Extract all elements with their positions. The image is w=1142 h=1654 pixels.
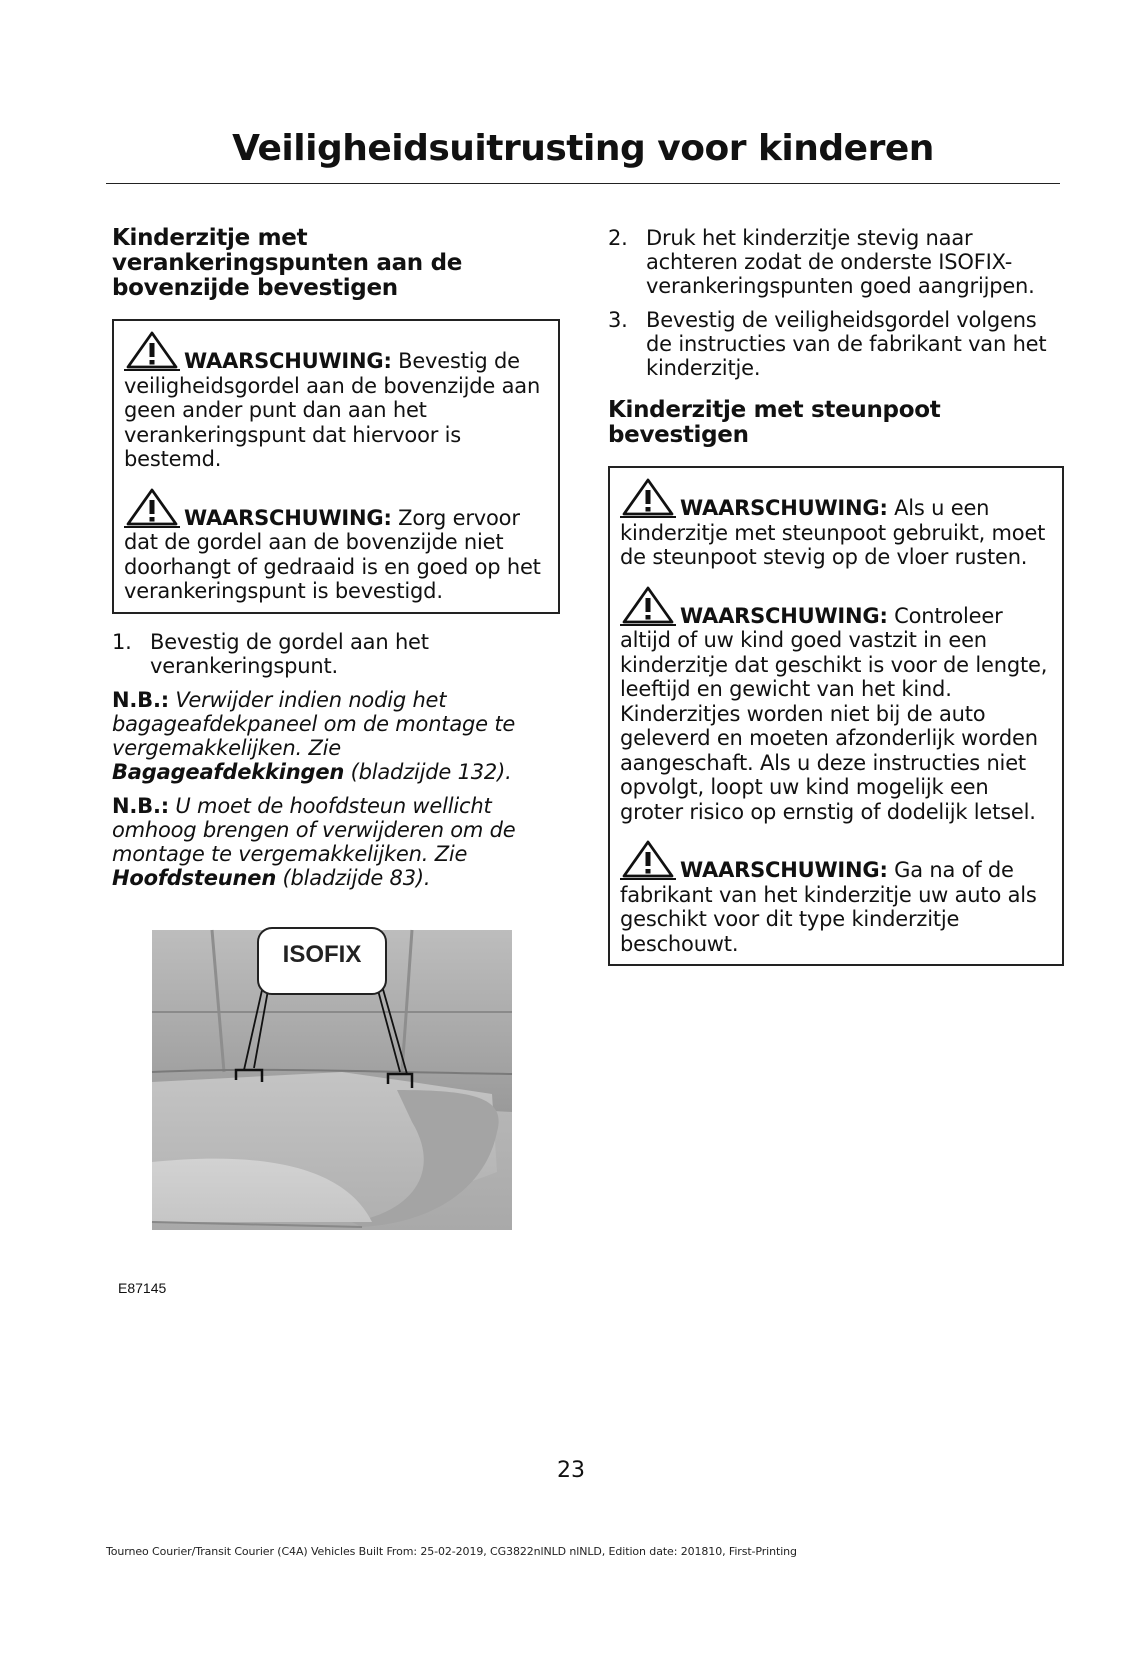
- list-item: [608, 308, 1064, 380]
- warning-item: [620, 586, 1052, 825]
- list-item: [112, 630, 560, 678]
- step-text: Bevestig de gordel aan het verankeringspunt.: [150, 629, 429, 678]
- warning-text: Zorg ervoor dat de gordel aan de bovenzijde niet doorhangt of gedraaid is en goed op het verankeringspunt is bevestigd.: [124, 505, 541, 603]
- warning-triangle-icon: [620, 478, 676, 518]
- step-list: [608, 226, 1064, 380]
- warning-triangle-icon: [620, 586, 676, 626]
- warning-label: WAARSCHUWING:: [184, 349, 392, 373]
- list-item: [608, 226, 1064, 298]
- warning-box-top-tether: [112, 319, 560, 614]
- warning-label: WAARSCHUWING:: [680, 858, 888, 882]
- right-column: [608, 226, 1064, 966]
- note-text: Verwijder indien nodig het bagageafdekpaneel om de montage te vergemakkelijken. Zie: [112, 687, 516, 760]
- warning-triangle-icon: [124, 488, 180, 528]
- warning-item: [124, 331, 548, 472]
- note-luggage-cover: [112, 688, 560, 784]
- section-heading-top-tether: Kinderzitje met verankeringspunten aan de bovenzijde bevestigen: [112, 225, 463, 301]
- note-page-ref: (bladzijde 83).: [276, 865, 431, 890]
- warning-label: WAARSCHUWING:: [184, 505, 392, 530]
- warning-triangle-icon: [124, 331, 180, 371]
- warning-text: Bevestig de veiligheidsgordel aan de bovenzijde aan geen ander punt dan aan het verankeringspunt dat hiervoor is bestemd.: [124, 349, 541, 471]
- note-reference-link[interactable]: Hoofdsteunen: [112, 865, 277, 890]
- warning-text: Controleer altijd of uw kind goed vastzit in een kinderzitje dat geschikt is voor de lengte, leeftijd en gewicht van het kind. Kinderzitjes worden niet bij de auto geleverd en moeten afzonderlijk worden aangeschaft. Als u deze instructies niet opvolgt, loopt uw kind mogelijk een groter risico op ernstig of dodelijk letsel.: [620, 603, 1048, 824]
- step-number: 2.: [608, 226, 628, 250]
- warning-label: WAARSCHUWING:: [680, 603, 888, 628]
- warning-box-support-leg: [608, 466, 1064, 966]
- warning-item: [124, 488, 548, 604]
- footer-edition-info: Tourneo Courier/Transit Courier (C4A) Vehicles Built From: 25-02-2019, CG3822nlNLD nlNLD, Edition date: 201810, First-Printing: [106, 1545, 797, 1558]
- title-divider: [106, 183, 1060, 184]
- step-number: 1.: [112, 629, 132, 654]
- step-list: [112, 630, 560, 678]
- warning-label: WAARSCHUWING:: [680, 496, 888, 520]
- note-label: N.B.:: [112, 793, 169, 818]
- left-column: [112, 226, 560, 890]
- isofix-seat-illustration: [112, 922, 532, 1302]
- step-number: 3.: [608, 308, 628, 332]
- warning-triangle-icon: [620, 840, 676, 880]
- step-text: Bevestig de veiligheidsgordel volgens de instructies van de fabrikant van het kinderzitje.: [646, 308, 1047, 380]
- warning-item: [620, 840, 1052, 956]
- page-number: 23: [557, 1458, 585, 1483]
- step-text: Druk het kinderzitje stevig naar achteren zodat de onderste ISOFIX-verankeringspunten goed aangrijpen.: [646, 226, 1035, 298]
- warning-text: Ga na of de fabrikant van het kinderzitje uw auto als geschikt voor dit type kinderzitje beschouwt.: [620, 858, 1037, 956]
- figure-code: E87145: [118, 1280, 167, 1296]
- note-label: N.B.:: [112, 687, 169, 712]
- page-title: Veiligheidsuitrusting voor kinderen: [232, 128, 934, 169]
- section-heading-support-leg: Kinderzitje met steunpoot bevestigen: [608, 397, 941, 448]
- warning-item: [620, 478, 1052, 570]
- note-head-restraint: [112, 794, 560, 890]
- note-page-ref: (bladzijde 132).: [344, 759, 512, 784]
- note-text: U moet de hoofdsteun wellicht omhoog brengen of verwijderen om de montage te vergemakkelijken. Zie: [112, 793, 516, 866]
- note-reference-link[interactable]: Bagageafdekkingen: [112, 759, 345, 784]
- warning-text: Als u een kinderzitje met steunpoot gebruikt, moet de steunpoot stevig op de vloer rusten.: [620, 496, 1046, 569]
- isofix-callout-label: ISOFIX: [282, 941, 362, 968]
